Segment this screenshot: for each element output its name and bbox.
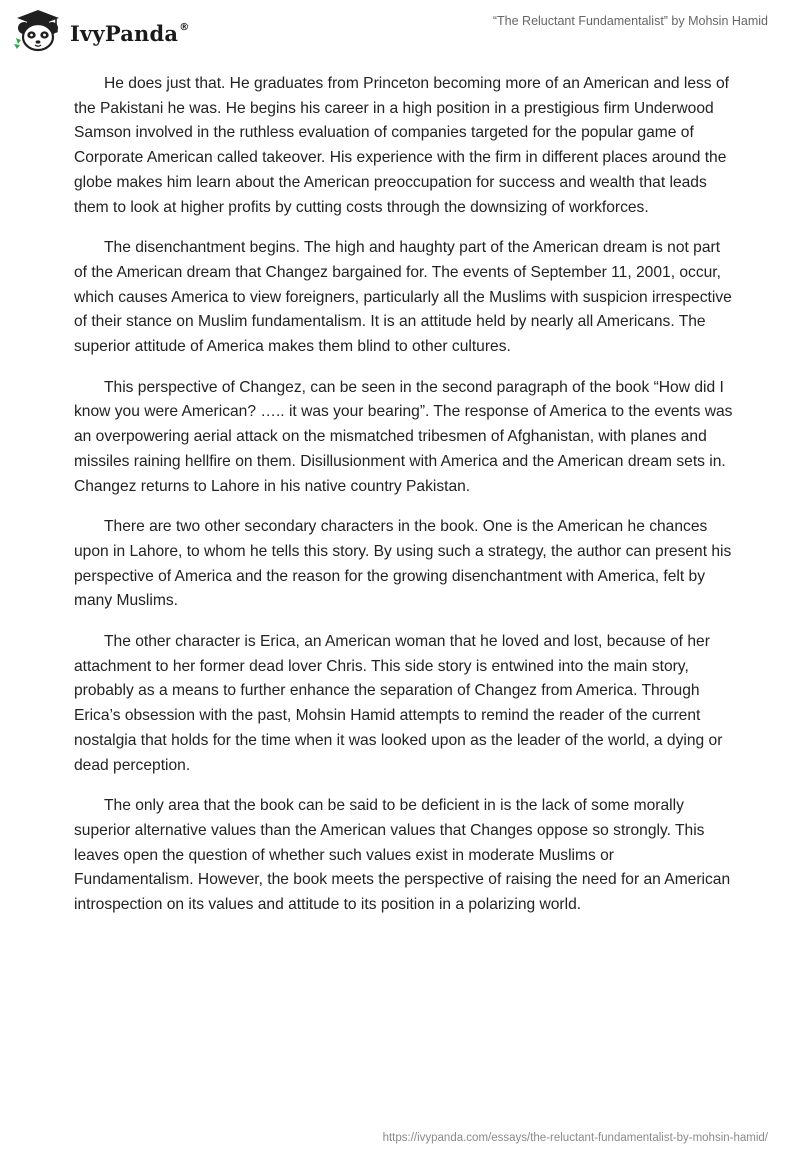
document-title: “The Reluctant Fundamentalist” by Mohsin Hamid [492, 14, 768, 28]
brand-name: IvyPanda® [70, 20, 190, 46]
brand-logo[interactable] [12, 8, 189, 54]
source-url[interactable]: https://ivypanda.com/essays/the-reluctant-fundamentalist-by-mohsin-hamid/ [382, 1132, 768, 1144]
paragraph: The disenchantment begins. The high and haughty part of the American dream is not part of the American dream that Changez bargained for. The events of September 11, 2001, occur, which causes America to view foreigners, particularly all the Muslims with suspicion irrespective of their stance on Muslim fundamentalism. It is an attitude held by nearly all Americans. The superior attitude of America makes them blind to other cultures. [74, 239, 732, 356]
registered-mark: ® [179, 21, 190, 33]
page-header [0, 0, 800, 62]
panda-graduate-icon [12, 8, 64, 54]
paragraph: The other character is Erica, an American woman that he loved and lost, because of her attachment to her former dead lover Chris. This side story is entwined into the main story, probably as a means to further enhance the separation of Changez from America. Through Erica’s obsession with the past, Mohsin Hamid attempts to remind the reader of the current nostalgia that holds for the time when it was looked upon as the leader of the world, a dying or dead perception. [74, 633, 723, 774]
paragraph: This perspective of Changez, can be seen in the second paragraph of the book “How did I know you were American? ….. it was your bearing”. The response of America to the events was an overpowering aerial attack on the mismatched tribesmen of Afghanistan, with planes and missiles raining hellfire on them. Disillusionment with America and the American dream sets in. Changez returns to Lahore in his native country Pakistan. [74, 378, 733, 495]
essay-body [74, 72, 734, 934]
paragraph: There are two other secondary characters in the book. One is the American he chances upon in Lahore, to whom he tells this story. By using such a strategy, the author can present his perspective of America and the reason for the growing disenchantment with America, felt by many Muslims. [74, 518, 732, 610]
paragraph: He does just that. He graduates from Princeton becoming more of an American and less of the Pakistani he was. He begins his career in a high position in a prestigious firm Underwood Samson involved in the ruthless evaluation of companies targeted for the popular game of Corporate American called takeover. His experience with the firm in different places around the globe makes him learn about the American preoccupation for success and wealth that leads them to look at higher profits by cutting costs through the downsizing of workforces. [74, 75, 729, 216]
paragraph: The only area that the book can be said to be deficient in is the lack of some morally superior alternative values than the American values that Changes oppose so strongly. This leaves open the question of whether such values exist in moderate Muslims or Fundamentalism. However, the book meets the perspective of raising the need for an American introspection on its values and attitude to its position in a polarizing world. [74, 797, 731, 914]
